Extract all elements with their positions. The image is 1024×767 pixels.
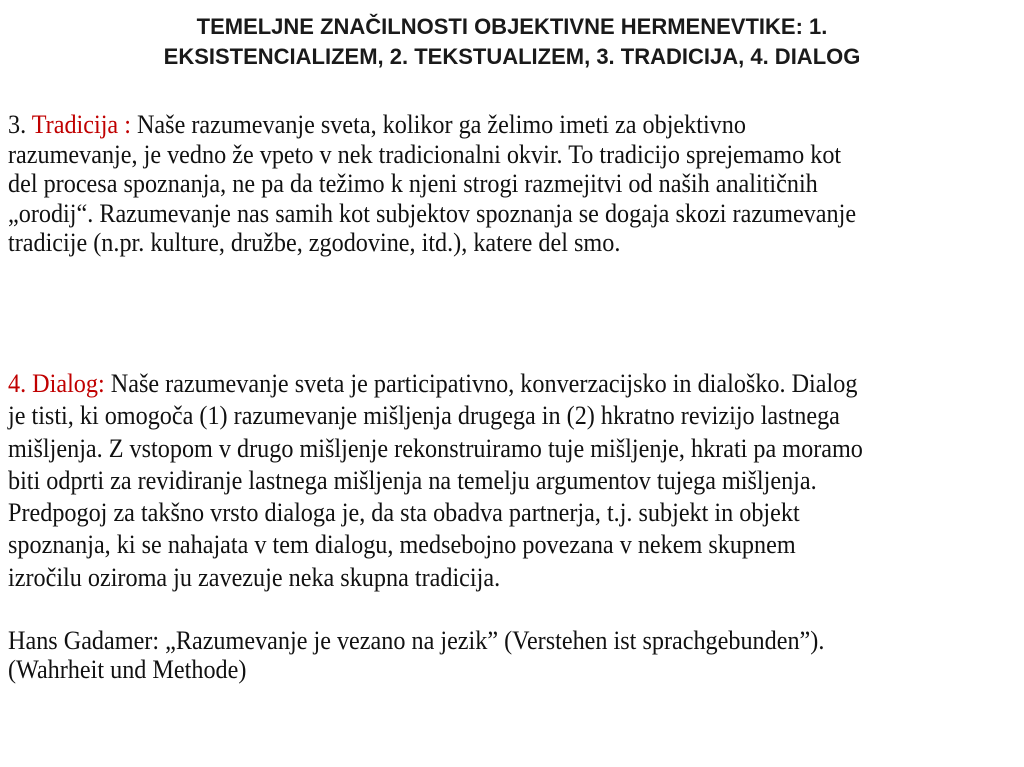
section-4-line: biti odprti za revidiranje lastnega mišljenja na temelju argumentov tujega mišljenja. [8,465,817,495]
section-3-line: tradicije (n.pr. kulture, družbe, zgodovine, itd.), katere del smo. [8,228,621,257]
title-line-1: TEMELJNE ZNAČILNOSTI OBJEKTIVNE HERMENEVTIKE: 1. [196,14,828,39]
quote-source: (Wahrheit und Methode) [8,655,247,684]
section-dialog [8,368,927,594]
quote-line-1: Hans Gadamer: „Razumevanje je vezano na jezik” (Verstehen ist sprachgebunden”). [8,626,825,655]
section-4-line: je tisti, ki omogoča (1) razumevanje mišljenja drugega in (2) hkratno revizijo lastnega [8,401,840,431]
gadamer-quote [8,626,886,684]
section-4-line: mišljenja. Z vstopom v drugo mišljenje rekonstruiramo tuje mišljenje, hkrati pa moramo [8,433,863,463]
section-3-line: razumevanje, je vedno že vpeto v nek tradicionalni okvir. To tradicijo sprejemamo kot [8,139,842,169]
section-4-line: izročilu oziroma ju zavezuje neka skupna tradicija. [8,562,501,592]
section-tradicija [8,110,920,258]
section-4-line: Predpogoj za takšno vrsto dialoga je, da sta obadva partnerja, t.j. subjekt in objekt [8,498,800,528]
section-3-number: 3. [8,110,32,139]
slide-title [0,12,1024,72]
section-3-line [8,110,856,140]
title-line-2: EKSISTENCIALIZEM, 2. TEKSTUALIZEM, 3. TRADICIJA, 4. DIALOG [163,44,861,69]
section-3-line: „orodij“. Razumevanje nas samih kot subjektov spoznanja se dogaja skozi razumevanje [8,198,857,228]
section-4-heading: 4. Dialog: [8,369,105,398]
section-4-line: spoznanja, ki se nahajata v tem dialogu, medsebojno povezana v nekem skupnem [8,530,796,560]
section-3-line: del procesa spoznanja, ne pa da težimo k njeni strogi razmejitvi od naših analitičnih [8,169,818,198]
section-3-first-line: Naše razumevanje sveta, kolikor ga želimo imeti za objektivno [130,110,746,139]
section-3-heading: Tradicija : [31,110,131,139]
section-4-first-line: Naše razumevanje sveta je participativno, konverzacijsko in dialoško. Dialog [104,369,858,398]
section-4-line [8,368,863,400]
